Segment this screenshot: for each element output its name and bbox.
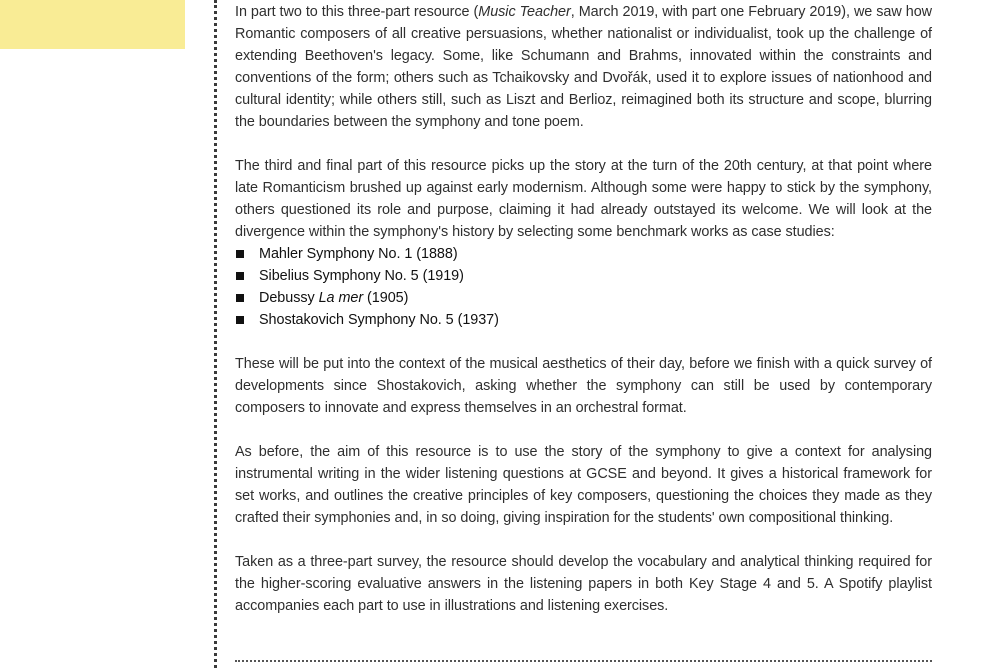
- case-study-list: [235, 243, 932, 331]
- square-bullet-icon: [236, 294, 244, 302]
- square-bullet-icon: [236, 250, 244, 258]
- vertical-dotted-rule: [214, 0, 217, 668]
- square-bullet-icon: [236, 272, 244, 280]
- article-body: [235, 1, 932, 617]
- publication-title: Music Teacher: [478, 4, 571, 20]
- list-item: Mahler Symphony No. 1 (1888): [235, 243, 932, 265]
- paragraph-intro: In part two to this three-part resource (Music Teacher, March 2019, with part one February 2019), we saw how Romantic composers of all creative persuasions, whether nationalist or individualist, took up the challenge of extending Beethoven's legacy. Some, like Schumann and Brahms, innovated within the constraints and conventions of the form; others such as Tchaikovsky and Dvořák, used it to explore issues of nationhood and cultural identity; while others still, such as Liszt and Berlioz, reimagined both its structure and scope, blurring the boundaries between the symphony and tone poem.: [235, 4, 932, 130]
- paragraph-scope: The third and final part of this resource picks up the story at the turn of the 20th century, at that point where late Romanticism brushed up against early modernism. Although some were happy to stick by the symphony, others questioned its role and purpose, claiming it had already outstayed its welcome. We will look at the divergence within the symphony's history by selecting some benchmark works as case studies:: [235, 158, 932, 240]
- list-item: Debussy La mer (1905): [235, 287, 932, 309]
- paragraph-survey: Taken as a three-part survey, the resource should develop the vocabulary and analytical thinking required for the higher-scoring evaluative answers in the listening papers in both Key Stage 4 and 5. A Spotify playlist accompanies each part to use in illustrations and listening exercises.: [235, 554, 932, 614]
- bottom-dotted-rule: [235, 660, 932, 662]
- list-item: Sibelius Symphony No. 5 (1919): [235, 265, 932, 287]
- work-title: La mer: [318, 290, 364, 306]
- square-bullet-icon: [236, 316, 244, 324]
- paragraph-context: These will be put into the context of the musical aesthetics of their day, before we finish with a quick survey of developments since Shostakovich, asking whether the symphony can still be used by contemporary composers to innovate and express themselves in an orchestral format.: [235, 356, 932, 416]
- yellow-highlight-block: [0, 0, 185, 49]
- list-item: Shostakovich Symphony No. 5 (1937): [235, 309, 932, 331]
- paragraph-aim: As before, the aim of this resource is to use the story of the symphony to give a context for analysing instrumental writing in the wider listening questions at GCSE and beyond. It gives a historical framework for set works, and outlines the creative principles of key composers, questioning the choices they made as they crafted their symphonies and, in so doing, giving inspiration for the students' own compositional thinking.: [235, 444, 932, 526]
